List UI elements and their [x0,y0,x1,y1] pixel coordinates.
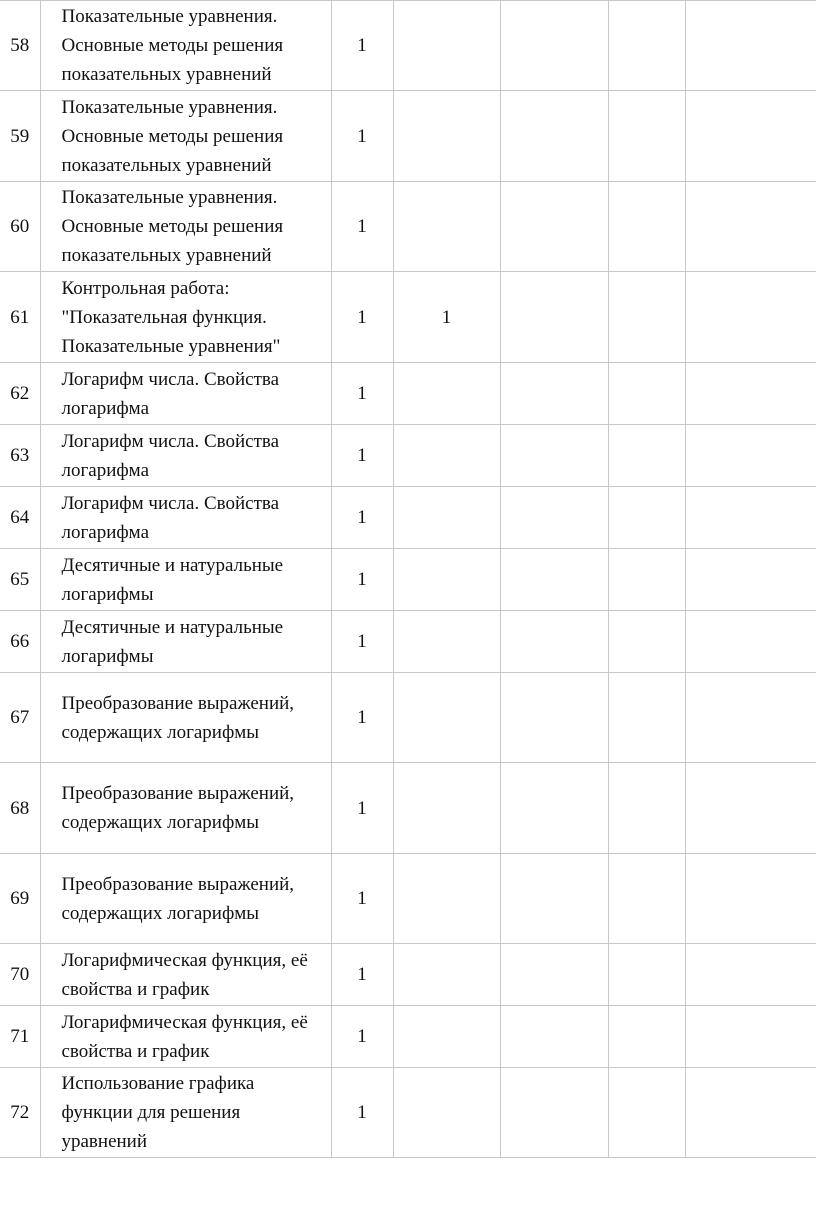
empty-cell [500,91,608,182]
lesson-topic: Логарифм числа. Свойства логарифма [40,487,331,549]
hours-count: 1 [331,487,393,549]
control-work-count [393,1068,500,1158]
hours-count: 1 [331,854,393,944]
row-number: 70 [0,944,40,1006]
empty-cell [685,272,816,363]
table-row [0,272,816,363]
empty-cell [685,1006,816,1068]
table-row [0,182,816,272]
empty-cell [685,1068,816,1158]
empty-cell [608,1006,685,1068]
lesson-topic: Десятичные и натуральные логарифмы [40,549,331,611]
table-row [0,1006,816,1068]
row-number: 65 [0,549,40,611]
empty-cell [500,425,608,487]
row-number: 62 [0,363,40,425]
empty-cell [685,763,816,854]
empty-cell [500,363,608,425]
empty-cell [685,611,816,673]
control-work-count [393,487,500,549]
control-work-count [393,611,500,673]
empty-cell [608,1068,685,1158]
row-number: 69 [0,854,40,944]
lesson-topic: Контрольная работа: "Показательная функция. Показательные уравнения" [40,272,331,363]
control-work-count [393,425,500,487]
row-number: 71 [0,1006,40,1068]
lesson-topic: Преобразование выражений, содержащих логарифмы [40,854,331,944]
empty-cell [608,763,685,854]
lesson-topic: Логарифмическая функция, её свойства и график [40,1006,331,1068]
empty-cell [608,854,685,944]
empty-cell [685,487,816,549]
empty-cell [685,1,816,91]
empty-cell [608,673,685,763]
hours-count: 1 [331,272,393,363]
empty-cell [685,549,816,611]
row-number: 59 [0,91,40,182]
control-work-count [393,763,500,854]
table-row [0,611,816,673]
empty-cell [500,549,608,611]
empty-cell [608,549,685,611]
row-number: 64 [0,487,40,549]
empty-cell [608,91,685,182]
empty-cell [608,487,685,549]
control-work-count: 1 [393,272,500,363]
row-number: 67 [0,673,40,763]
empty-cell [608,425,685,487]
row-number: 68 [0,763,40,854]
empty-cell [500,1006,608,1068]
hours-count: 1 [331,425,393,487]
hours-count: 1 [331,182,393,272]
empty-cell [500,182,608,272]
control-work-count [393,363,500,425]
row-number: 63 [0,425,40,487]
hours-count: 1 [331,549,393,611]
row-number: 61 [0,272,40,363]
empty-cell [685,854,816,944]
table-row [0,944,816,1006]
row-number: 60 [0,182,40,272]
empty-cell [500,763,608,854]
empty-cell [500,487,608,549]
empty-cell [500,1,608,91]
empty-cell [685,425,816,487]
empty-cell [685,91,816,182]
empty-cell [608,182,685,272]
lesson-topic: Преобразование выражений, содержащих логарифмы [40,763,331,854]
lesson-topic: Логарифм числа. Свойства логарифма [40,363,331,425]
table-row [0,425,816,487]
table-row [0,854,816,944]
lesson-topic: Десятичные и натуральные логарифмы [40,611,331,673]
empty-cell [500,611,608,673]
empty-cell [608,272,685,363]
empty-cell [500,1068,608,1158]
hours-count: 1 [331,91,393,182]
lesson-topic: Логарифм числа. Свойства логарифма [40,425,331,487]
lesson-topic: Показательные уравнения. Основные методы решения показательных уравнений [40,91,331,182]
table-row [0,549,816,611]
hours-count: 1 [331,1068,393,1158]
control-work-count [393,91,500,182]
empty-cell [500,944,608,1006]
hours-count: 1 [331,363,393,425]
control-work-count [393,549,500,611]
hours-count: 1 [331,1006,393,1068]
hours-count: 1 [331,763,393,854]
empty-cell [500,854,608,944]
table-body [0,1,816,1158]
control-work-count [393,854,500,944]
table-row [0,363,816,425]
lesson-topic: Показательные уравнения. Основные методы решения показательных уравнений [40,182,331,272]
table-row [0,673,816,763]
table-row [0,763,816,854]
control-work-count [393,673,500,763]
empty-cell [608,1,685,91]
empty-cell [685,363,816,425]
empty-cell [500,673,608,763]
lesson-topic: Показательные уравнения. Основные методы решения показательных уравнений [40,1,331,91]
table-row [0,91,816,182]
empty-cell [500,272,608,363]
empty-cell [608,363,685,425]
empty-cell [685,673,816,763]
row-number: 66 [0,611,40,673]
empty-cell [685,944,816,1006]
lesson-topic: Использование графика функции для решения уравнений [40,1068,331,1158]
table-row [0,1068,816,1158]
hours-count: 1 [331,611,393,673]
control-work-count [393,1006,500,1068]
empty-cell [608,944,685,1006]
row-number: 72 [0,1068,40,1158]
empty-cell [608,611,685,673]
hours-count: 1 [331,673,393,763]
empty-cell [685,182,816,272]
hours-count: 1 [331,944,393,1006]
hours-count: 1 [331,1,393,91]
table-row [0,1,816,91]
lesson-topic: Преобразование выражений, содержащих логарифмы [40,673,331,763]
control-work-count [393,1,500,91]
lesson-topic: Логарифмическая функция, её свойства и график [40,944,331,1006]
control-work-count [393,944,500,1006]
row-number: 58 [0,1,40,91]
table-row [0,487,816,549]
control-work-count [393,182,500,272]
